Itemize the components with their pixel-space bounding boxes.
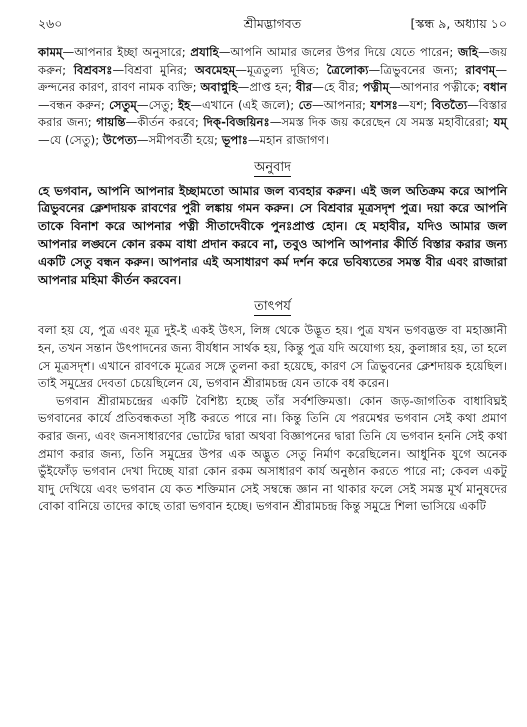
synonym-meaning: —বিশ্রবা মুনির; (112, 62, 195, 77)
synonym-term: ইহ (178, 97, 191, 112)
synonym-meaning: —আপনার পত্নীকে; (389, 80, 484, 95)
synonym-meaning: —মহান রাজাগণ। (247, 132, 329, 147)
synonym-term: কামম্ (38, 45, 63, 59)
purport-paragraph: ভগবান শ্রীরামচন্দ্রের একটি বৈশিষ্ট্য হচ্ছে তাঁর সর্বশক্তিমত্তা। কোন জড়-জাগতিক বাধাবিঘ্নই ভগবানের কার্যে প্রতিবন্ধকতা সৃষ্টি করতে পারে না। কিন্তু তিনি যে পরমেশ্বর ভগবান সেই কথা প্রমাণ করার জন্য, এবং জনসাধারণের ভোটের দ্বারা অথবা বিজ্ঞাপনের দ্বারা তিনি যে ভগবান হননি সেই কথা প্রমাণ করার জন্য, তিনি সমুদ্রের উপর এক অদ্ভুত সেতু নির্মাণ করেছিলেন। আধুনিক যুগে অনেক ভুঁইফোঁড় ভগবান দেখা দিচ্ছে যারা কোন রকম অসাধারণ কার্য অনুষ্ঠান করতে পারে না; কেবল একটু যাদু দেখিয়ে এবং ভগবান যে কত শক্তিমান সেই সম্বন্ধে জ্ঞান না থাকার ফলে সেই সমস্ত মূর্খ মানুষদের বোকা বানিয়ে তাদের কাছে তারা ভগবান হচ্ছে। ভগবান শ্রীরামচন্দ্র কিন্তু সমুদ্রে শিলা ভাসিয়ে একটি (38, 393, 507, 514)
synonym-term: বীর (295, 80, 313, 95)
synonym-term: অবাপ্নুহি (200, 80, 238, 95)
synonym-meaning: —মূত্রতুল্য দূষিত; (235, 62, 327, 77)
synonym-term: যশসঃ (370, 97, 398, 112)
synonym-term: দিক্-বিজয়িনঃ (203, 115, 270, 130)
page-number: ২৬০ (38, 16, 63, 31)
synonym-term: গায়ন্তি (96, 115, 126, 130)
synonym-term: তে (298, 97, 312, 112)
synonym-term: ত্রৈলোক্য (326, 62, 369, 77)
page-header (38, 16, 507, 38)
synonym-meaning: —আপনার; (312, 97, 371, 112)
synonym-meaning: —আপনি আমার জলের উপর দিয়ে যেতে পারেন; (218, 45, 459, 59)
synonym-meaning: —এখানে (এই জলে); (190, 97, 299, 112)
synonym-meaning: —জয় করুন; (38, 45, 507, 77)
synonym-meaning: —বিস্তার করার জন্য; (38, 97, 507, 130)
synonym-meaning: —সমীপবর্তী হয়ে; (136, 132, 222, 147)
synonym-term: যম্ (493, 115, 507, 130)
translation-text: হে ভগবান, আপনি আপনার ইচ্ছামতো আমার জল ব্যবহার করুন। এই জল অতিক্রম করে আপনি ত্রিভুবনের ক্লেশদায়ক রাবণের পুরী লঙ্কায় গমন করুন। সে বিশ্রবার মূত্রসদৃশ পুত্র। দয়া করে আপনি তাকে বিনাশ করে আপনার পত্নী সীতাদেবীকে পুনঃপ্রাপ্ত হোন। হে মহাবীর, যদিও আমার জল আপনার লঙ্ঘনে কোন রকম বাধা প্রদান করবে না, তবুও আপনি আপনার কীর্তি বিস্তার করার জন্য একটি সেতু বন্ধন করুন। আপনার এই অসাধারণ কর্ম দর্শন করে ভবিষ্যতের সমস্ত বীর এবং রাজারা আপনার মহিমা কীর্তন করবেন। (38, 183, 507, 287)
synonym-term: বিতত্যৈ (431, 97, 468, 112)
synonym-meaning: —প্রাপ্ত হন; (237, 80, 296, 95)
synonym-term: অবমেহম্ (194, 62, 236, 77)
synonym-meaning: —যে (সেতু); (38, 132, 103, 147)
synonym-term: সেতুম্ (109, 97, 137, 112)
synonym-meaning: —সমস্ত দিক জয় করেছেন যে সমস্ত মহাবীরেরা; (269, 115, 494, 130)
synonym-term: রাবণম্ (465, 62, 496, 77)
synonym-meaning: —হে বীর; (312, 80, 363, 95)
synonym-term: ভূপাঃ (221, 132, 248, 147)
purport-heading: তাৎপর্য (254, 299, 291, 315)
purport-text (38, 322, 507, 516)
synonym-meaning: —বন্ধন করুন; (38, 97, 110, 112)
synonym-meaning: —সেতু; (136, 97, 179, 112)
synonym-term: বিশ্রবসঃ (73, 62, 113, 77)
synonym-meaning: —ক্রন্দনের কারণ, রাবণ নামক ব্যক্তি; (38, 62, 507, 95)
book-title: শ্রীমদ্ভাগবত (243, 16, 302, 31)
purport-paragraph: বলা হয় যে, পুত্র এবং মূত্র দুই-ই একই উৎস, লিঙ্গ থেকে উদ্ভূত হয়। পুত্র যখন ভগবদ্ভক্ত বা মহাজ্ঞানী হন, তখন সন্তান উৎপাদনের জন্য বীর্যধান সার্থক হয়, কিন্তু পুত্র যদি অযোগ্য হয়, কুলাঙ্গার হয়, তা হলে সে মূত্রসদৃশ। এখানে রাবণকে মূত্রের সঙ্গে তুলনা করা হয়েছে, কারণ সে ত্রিভুবনের ক্লেশদায়ক হয়েছিল। তাই সমুদ্রের দেবতা চেয়েছিলেন যে, ভগবান শ্রীরামচন্দ্র যেন তাকে বধ করেন। (38, 323, 507, 391)
translation-heading: অনুবাদ (254, 159, 291, 175)
synonym-term: উপেত্য (102, 132, 137, 147)
chapter-reference: [স্কন্ধ ৯, অধ্যায় ১০ (410, 16, 507, 31)
synonym-meaning: —আপনার ইচ্ছা অনুসারে; (62, 45, 191, 59)
synonym-term: জহি (458, 45, 478, 59)
synonym-meaning: —যশ; (397, 97, 432, 112)
synonym-meaning: —ত্রিভুবনের জন্য; (368, 62, 466, 77)
synonym-term: প্রযাহি (190, 45, 219, 59)
synonym-term: পত্নীম্ (362, 80, 390, 95)
page-content (38, 44, 507, 516)
synonym-meaning: —কীর্তন করবে; (125, 115, 204, 130)
word-meanings (38, 44, 507, 150)
synonym-term: বধান (483, 80, 508, 95)
